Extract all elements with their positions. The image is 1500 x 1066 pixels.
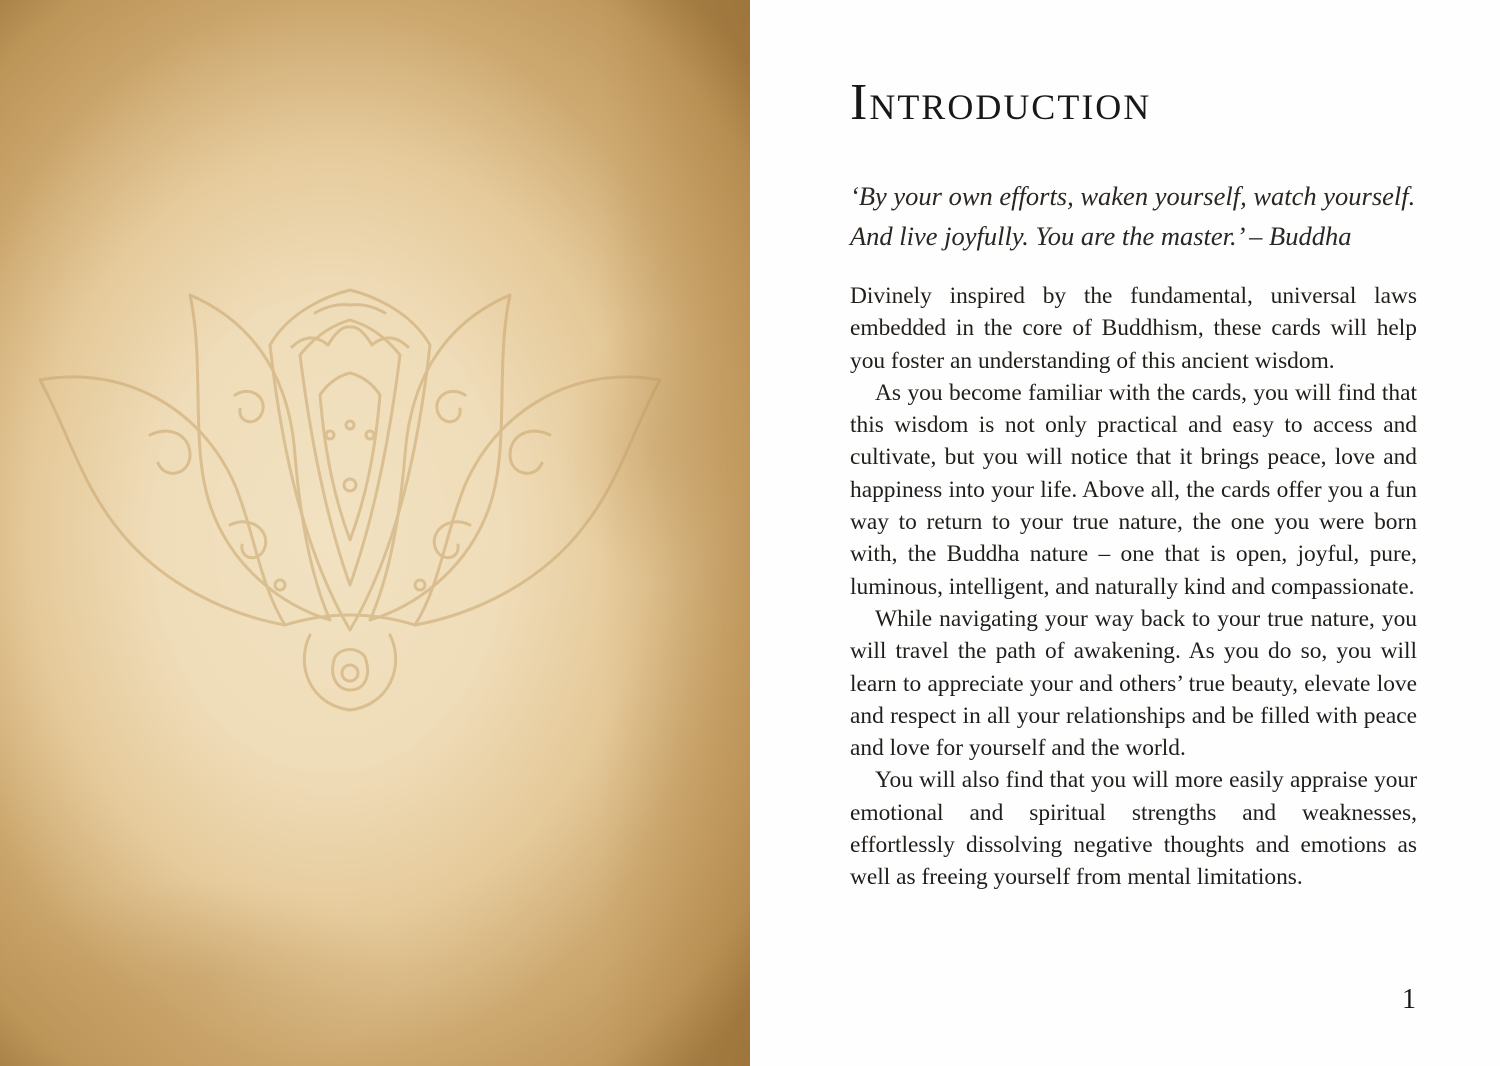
epigraph-line: ‘By your own efforts, waken yourself, watch yourself. [850,181,1416,211]
paragraph: You will also find that you will more easily appraise your emotional and spiritual strengths and weaknesses, effortlessly dissolving negative thoughts and emotions as well as freeing yourself from mental limitations. [850,767,1417,891]
paragraph: While navigating your way back to your true nature, you will travel the path of awakening. As you do so, you will learn to appreciate your and others’ true beauty, elevate love and respect in all your relationships and be filled with peace and love for yourself and the world. [850,605,1417,762]
epigraph-quote [850,176,1430,256]
right-page-text [750,0,1500,1066]
paragraph: As you become familiar with the cards, you will find that this wisdom is not only practical and easy to access and cultivate, but you will notice that it brings peace, love and happiness into your life. Above all, the cards offer you a fun way to return to your true nature, the one you were born with, the Buddha nature – one that is open, joyful, pure, luminous, intelligent, and naturally kind and compassionate. [850,379,1417,600]
epigraph-line: And live joyfully. You are the master.’ – Buddha [850,221,1352,251]
paragraph: Divinely inspired by the fundamental, universal laws embedded in the core of Buddhism, these cards will help you foster an understanding of this ancient wisdom. [850,283,1417,374]
body-text [850,280,1417,894]
page-number: 1 [1402,984,1416,1015]
page-title: Introduction [850,74,1152,131]
